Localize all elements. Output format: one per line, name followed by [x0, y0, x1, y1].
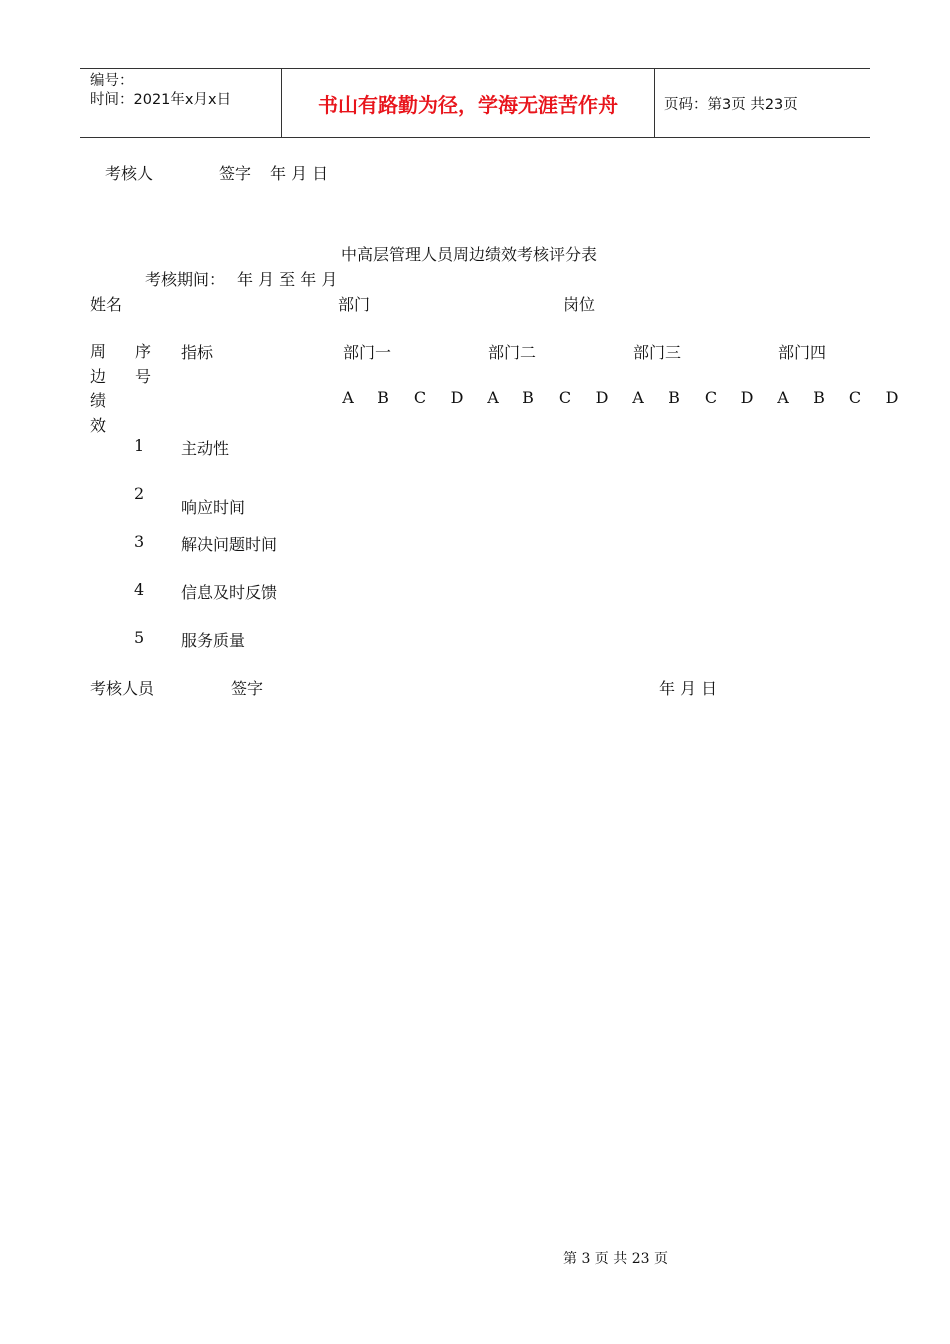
header-divider — [654, 69, 655, 137]
document-header — [80, 68, 870, 138]
grade-label: A — [632, 388, 644, 407]
row-indicator: 解决问题时间 — [181, 535, 278, 554]
header-motto: 书山有路勤为径，学海无涯苦作舟 — [318, 92, 618, 117]
row-number: 2 — [134, 484, 145, 503]
department-label: 部门 — [338, 295, 371, 314]
grade-label: D — [740, 388, 754, 407]
doc-number-label: 编号： — [90, 73, 134, 89]
period-label: 考核期间： — [145, 270, 226, 289]
doc-time: 时间：2021年x月x日 — [90, 92, 232, 108]
seq-char: 号 — [135, 366, 152, 386]
grade-label: A — [487, 388, 499, 407]
header-page-info: 页码：第3页 共23页 — [664, 96, 798, 113]
grade-label: C — [558, 388, 572, 407]
prev-reviewer-label: 考核人 — [105, 164, 154, 183]
reviewer-label: 考核人员 — [90, 679, 155, 698]
row-number: 1 — [134, 436, 145, 455]
grade-label: D — [885, 388, 899, 407]
row-number: 4 — [134, 580, 145, 599]
row-number: 3 — [134, 532, 145, 551]
department-header: 部门二 — [488, 343, 537, 362]
sign-label: 签字 — [231, 679, 264, 698]
category-header — [90, 340, 110, 438]
header-meta — [90, 72, 231, 110]
grade-label: B — [377, 388, 389, 407]
grade-label: C — [704, 388, 718, 407]
grade-label: C — [413, 388, 427, 407]
row-indicator: 服务质量 — [181, 631, 246, 650]
row-number: 5 — [134, 628, 145, 647]
grade-label: B — [522, 388, 534, 407]
grade-label: A — [342, 388, 354, 407]
date-label: 年 月 日 — [659, 679, 718, 698]
seq-char: 序 — [135, 342, 152, 361]
grade-label: B — [668, 388, 680, 407]
post-label: 岗位 — [563, 295, 596, 314]
grade-label: D — [450, 388, 464, 407]
prev-sign-label: 签字 — [219, 164, 252, 183]
seq-header — [135, 340, 155, 389]
grade-label: D — [595, 388, 609, 407]
form-title: 中高层管理人员周边绩效考核评分表 — [341, 245, 598, 264]
grade-label: A — [777, 388, 789, 407]
department-header: 部门三 — [633, 343, 682, 362]
row-indicator: 响应时间 — [181, 498, 246, 517]
category-char: 效 — [90, 415, 107, 435]
row-indicator: 主动性 — [181, 439, 230, 458]
name-label: 姓名 — [90, 295, 123, 314]
category-char: 绩 — [90, 391, 107, 410]
indicator-header: 指标 — [181, 343, 214, 362]
page-footer: 第 3 页 共 23 页 — [563, 1251, 668, 1267]
department-header: 部门一 — [343, 343, 392, 362]
grade-label: B — [813, 388, 825, 407]
row-indicator: 信息及时反馈 — [181, 583, 278, 602]
grade-label: C — [848, 388, 862, 407]
category-char: 周 — [90, 342, 107, 361]
category-char: 边 — [90, 366, 107, 386]
prev-date-label: 年 月 日 — [270, 164, 329, 183]
period-value: 年 月 至 年 月 — [237, 270, 338, 289]
department-header: 部门四 — [778, 343, 827, 362]
